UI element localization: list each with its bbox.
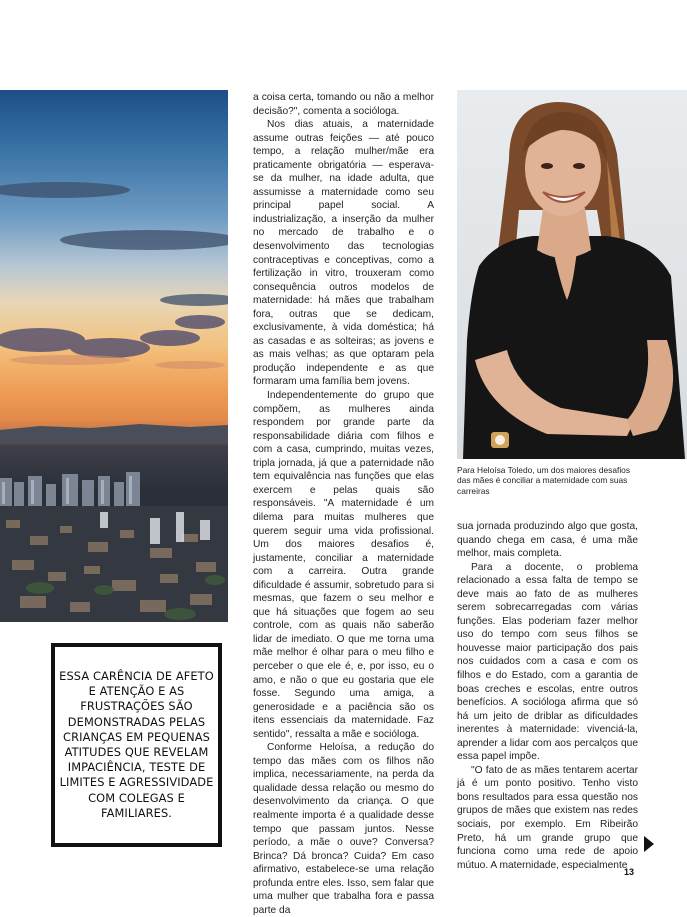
page-number: 13: [624, 867, 635, 877]
pull-quote-text: ESSA CARÊNCIA DE AFETO E ATENÇÃO E AS FRUSTRAÇÕES SÃO DEMONSTRADAS PELAS CRIANÇAS EM PEQUENAS ATITUDES QUE REVELAM IMPACIÊNCIA, TESTE DE LIMITES E AGRESSIVIDADE COM COLEGAS E FAMILIARES.: [59, 668, 214, 820]
photo-caption: Para Heloísa Toledo, um dos maiores desafios das mães é conciliar a maternidade com suas carreiras: [457, 465, 631, 496]
article-column-middle: [253, 91, 434, 917]
paragraph-continued: sua jornada produzindo algo que gosta, quando chega em casa, é uma mãe melhor, mais completa.: [457, 521, 638, 560]
cityscape-photo: [0, 90, 228, 622]
paragraph-continued: a coisa certa, tomando ou não a melhor decisão?", comenta a socióloga.: [253, 92, 434, 117]
pull-quote-box: [51, 643, 222, 847]
paragraph: Nos dias atuais, a maternidade assume outras feições — até pouco tempo, a relação mulher/mãe era praticamente obrigatória — esperava-se da mulher, na idade adulta, que assumisse a maternidade como seu principal papel social. A industrialização, a inserção da mulher no mercado de trabalho e o desenvolvimento das tecnologias contraceptivas e conceptivas, como a fertilização in vitro, trouxeram como consequência outros modelos de maternidade: há mães que trabalham fora, outras que se dedicam, exclusivamente, à vida doméstica; há as casadas e as solteiras; as jovens e as mais velhas; as que optaram pela produção independente e as que formaram uma família bem jovens.: [253, 119, 434, 388]
paragraph: Independentemente do grupo que compõem, as mulheres ainda respondem por grande parte da responsabilidade diária com filhos e com a casa, cumprindo, muitas vezes, tripla jornada, já que a paternidade não tem equivalência nas funções que elas exercem e pelas quais são responsáveis. "A maternidade é um dilema para muitas mulheres que querem seguir uma vida profissional. Um dos maiores desafios é, justamente, conciliar a maternidade com a carreira. Outra grande dificuldade é assumir, sobretudo para si mesmas, que fazem o seu melhor e que há situações que fogem ao seu controle, com as quais não saberão lidar de imediato. O que me torna uma mãe melhor é olhar para o meu filho e perceber o que ele é, e, por isso, eu o amo, e não o que eu gostaria que ele fosse. Segundo uma amiga, a generosidade e a paciência são os itens essenciais da maternidade. Faz sentido", ressalta a mãe e socióloga.: [253, 390, 434, 740]
paragraph: Para a docente, o problema relacionado a essa falta de tempo se deve mais ao fato de as mulheres serem sobrecarregadas com várias funções. Elas poderiam fazer melhor uso do tempo com seus filhos se houvesse maior participação dos pais nos cuidados com a casa e com os filhos e do Estado, com a garantia de boas creches e escolas, entre outros benefícios. A socióloga afirma que só há um jeito de driblar as dificuldades inerentes à maternidade: vivenciá-la, aprender a lidar com aos percalços que essa papel impõe.: [457, 561, 638, 763]
paragraph: "O fato de as mães tentarem acertar já é um ponto positivo. Tenho visto bons resultados para essa questão nos grupos de mães que existem nas redes sociais, por exemplo. Em Ribeirão Preto, há um grande grupo que funciona como uma rede de apoio mútuo. A maternidade, especialmente: [457, 764, 638, 871]
paragraph: Conforme Heloísa, a redução do tempo das mães com os filhos não implica, necessariamente, na perda da qualidade dessa relação ou mesmo do desenvolvimento da criança. O que realmente importa é a qualidade desse tempo que passam juntos. Nesse período, a mãe o ouve? Conversa? Brinca? Dá bronca? Cuida? Em caso afirmativo, estabelece-se uma relação profunda entre eles. Isso, sem falar que uma mulher que trabalha fora e passa parte da: [253, 742, 434, 916]
article-column-right: [457, 520, 638, 872]
continue-arrow-icon: [644, 836, 654, 852]
portrait-photo: [457, 90, 687, 459]
